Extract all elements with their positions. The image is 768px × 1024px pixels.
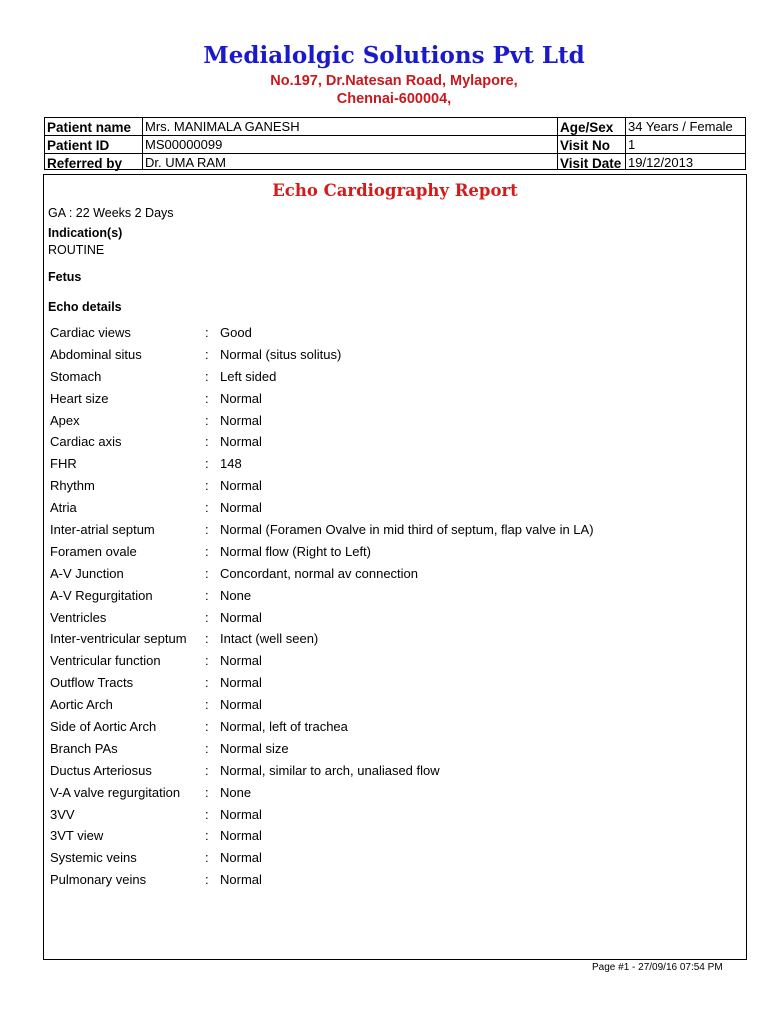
patient-name-value: Mrs. MANIMALA GANESH: [145, 119, 300, 134]
echo-detail-separator: :: [205, 368, 209, 384]
indication-value: ROUTINE: [48, 243, 105, 257]
echo-detail-row: [50, 432, 740, 454]
referred-by-label: Referred by: [47, 156, 123, 171]
echo-detail-separator: :: [205, 740, 209, 756]
echo-detail-row: [50, 870, 740, 892]
echo-detail-label: Aortic Arch: [50, 697, 113, 713]
echo-detail-label: Side of Aortic Arch: [50, 719, 157, 735]
patient-id-value: MS00000099: [145, 137, 223, 152]
echo-detail-separator: :: [205, 346, 209, 362]
echo-detail-value: Normal: [220, 434, 262, 450]
echo-detail-row: [50, 498, 740, 520]
echo-detail-row: [50, 345, 740, 367]
echo-detail-value: Normal: [220, 675, 262, 691]
visit-no-label: Visit No: [560, 138, 611, 153]
echo-detail-row: [50, 651, 740, 673]
echo-detail-label: Outflow Tracts: [50, 675, 134, 691]
echo-detail-label: Pulmonary veins: [50, 872, 147, 888]
echo-detail-value: Normal: [220, 697, 262, 713]
echo-detail-row: [50, 586, 740, 608]
echo-detail-separator: :: [205, 784, 209, 800]
table-divider: [625, 118, 626, 169]
echo-detail-separator: :: [205, 390, 209, 406]
echo-detail-label: Atria: [50, 500, 77, 516]
echo-detail-label: Stomach: [50, 368, 102, 384]
echo-detail-row: [50, 411, 740, 433]
echo-detail-separator: :: [205, 456, 209, 472]
echo-detail-separator: :: [205, 850, 209, 866]
echo-detail-label: Ventricular function: [50, 653, 161, 669]
echo-detail-row: [50, 739, 740, 761]
echo-detail-row: [50, 826, 740, 848]
echo-detail-separator: :: [205, 719, 209, 735]
echo-detail-value: Normal: [220, 828, 262, 844]
echo-detail-separator: :: [205, 543, 209, 559]
echo-detail-separator: :: [205, 565, 209, 581]
echo-detail-value: Normal: [220, 806, 262, 822]
address-line-1: No.197, Dr.Natesan Road, Mylapore,: [270, 73, 518, 89]
echo-detail-row: [50, 717, 740, 739]
page-footer: Page #1 - 27/09/16 07:54 PM: [592, 962, 723, 973]
gestational-age: GA : 22 Weeks 2 Days: [48, 206, 174, 220]
echo-details-heading: Echo details: [48, 300, 122, 314]
echo-detail-value: None: [220, 587, 252, 603]
echo-detail-label: Inter-atrial septum: [50, 522, 155, 538]
echo-detail-label: A-V Regurgitation: [50, 587, 153, 603]
fetus-heading: Fetus: [48, 270, 82, 284]
echo-detail-row: [50, 629, 740, 651]
echo-detail-value: Normal (Foramen Ovalve in mid third of septum, flap valve in LA): [220, 522, 594, 538]
echo-detail-value: 148: [220, 456, 242, 472]
echo-detail-value: Normal (situs solitus): [220, 346, 342, 362]
echo-detail-row: [50, 389, 740, 411]
echo-detail-label: Inter-ventricular septum: [50, 631, 187, 647]
echo-detail-label: Cardiac axis: [50, 434, 122, 450]
echo-detail-separator: :: [205, 609, 209, 625]
echo-detail-label: Foramen ovale: [50, 543, 137, 559]
echo-detail-row: [50, 323, 740, 345]
echo-detail-label: FHR: [50, 456, 77, 472]
echo-detail-separator: :: [205, 500, 209, 516]
echo-details-list: [50, 323, 740, 892]
echo-detail-row: [50, 783, 740, 805]
echo-detail-label: Abdominal situs: [50, 346, 142, 362]
echo-detail-value: None: [220, 784, 252, 800]
patient-info-table: [44, 117, 746, 170]
echo-detail-separator: :: [205, 675, 209, 691]
echo-detail-separator: :: [205, 522, 209, 538]
echo-detail-value: Normal: [220, 478, 262, 494]
echo-detail-value: Normal: [220, 609, 262, 625]
echo-detail-row: [50, 673, 740, 695]
echo-detail-label: Apex: [50, 412, 80, 428]
echo-detail-separator: :: [205, 631, 209, 647]
echo-detail-separator: :: [205, 325, 209, 340]
echo-detail-separator: :: [205, 872, 209, 888]
table-divider: [142, 118, 143, 169]
echo-detail-label: Systemic veins: [50, 850, 137, 866]
echo-detail-separator: :: [205, 762, 209, 778]
echo-detail-value: Normal: [220, 500, 262, 516]
echo-detail-row: [50, 695, 740, 717]
echo-detail-separator: :: [205, 412, 209, 428]
echo-detail-value: Left sided: [220, 368, 277, 384]
echo-detail-value: Normal flow (Right to Left): [220, 543, 371, 559]
echo-detail-separator: :: [205, 828, 209, 844]
echo-detail-separator: :: [205, 478, 209, 494]
echo-detail-label: Ductus Arteriosus: [50, 762, 152, 778]
echo-detail-label: 3VT view: [50, 828, 104, 844]
echo-detail-row: [50, 367, 740, 389]
echo-detail-label: A-V Junction: [50, 565, 124, 581]
echo-detail-value: Normal: [220, 653, 262, 669]
echo-detail-value: Good: [220, 325, 252, 340]
echo-detail-label: Rhythm: [50, 478, 95, 494]
echo-detail-separator: :: [205, 806, 209, 822]
echo-detail-label: V-A valve regurgitation: [50, 784, 181, 800]
company-name: Medialolgic Solutions Pvt Ltd: [203, 42, 585, 69]
visit-date-label: Visit Date: [560, 156, 622, 171]
echo-detail-row: [50, 476, 740, 498]
echo-detail-label: 3VV: [50, 806, 75, 822]
echo-detail-row: [50, 454, 740, 476]
echo-detail-row: [50, 848, 740, 870]
patient-name-label: Patient name: [47, 120, 132, 135]
echo-detail-label: Ventricles: [50, 609, 107, 625]
echo-detail-value: Concordant, normal av connection: [220, 565, 419, 581]
referred-by-value: Dr. UMA RAM: [145, 155, 226, 170]
echo-detail-separator: :: [205, 434, 209, 450]
echo-detail-separator: :: [205, 653, 209, 669]
echo-detail-row: [50, 805, 740, 827]
table-divider: [557, 118, 558, 169]
visit-no-value: 1: [628, 137, 636, 152]
echo-detail-value: Intact (well seen): [220, 631, 319, 647]
visit-date-value: 19/12/2013: [628, 155, 694, 170]
age-sex-value: 34 Years / Female: [628, 119, 733, 134]
echo-detail-label: Branch PAs: [50, 740, 118, 756]
echo-detail-separator: :: [205, 697, 209, 713]
address-line-2: Chennai-600004,: [336, 91, 452, 107]
echo-detail-row: [50, 761, 740, 783]
age-sex-label: Age/Sex: [560, 120, 614, 135]
report-title: Echo Cardiography Report: [272, 181, 518, 200]
patient-id-label: Patient ID: [47, 138, 110, 153]
indication-heading: Indication(s): [48, 226, 123, 240]
echo-detail-label: Heart size: [50, 390, 109, 406]
echo-detail-value: Normal, left of trachea: [220, 719, 348, 735]
echo-detail-row: [50, 564, 740, 586]
echo-detail-row: [50, 520, 740, 542]
echo-detail-value: Normal, similar to arch, unaliased flow: [220, 762, 440, 778]
echo-detail-value: Normal: [220, 850, 262, 866]
echo-detail-value: Normal: [220, 872, 262, 888]
echo-detail-row: [50, 608, 740, 630]
echo-detail-value: Normal: [220, 390, 262, 406]
echo-detail-value: Normal: [220, 412, 262, 428]
echo-detail-separator: :: [205, 587, 209, 603]
echo-detail-value: Normal size: [220, 740, 289, 756]
echo-detail-row: [50, 542, 740, 564]
echo-detail-label: Cardiac views: [50, 325, 131, 340]
